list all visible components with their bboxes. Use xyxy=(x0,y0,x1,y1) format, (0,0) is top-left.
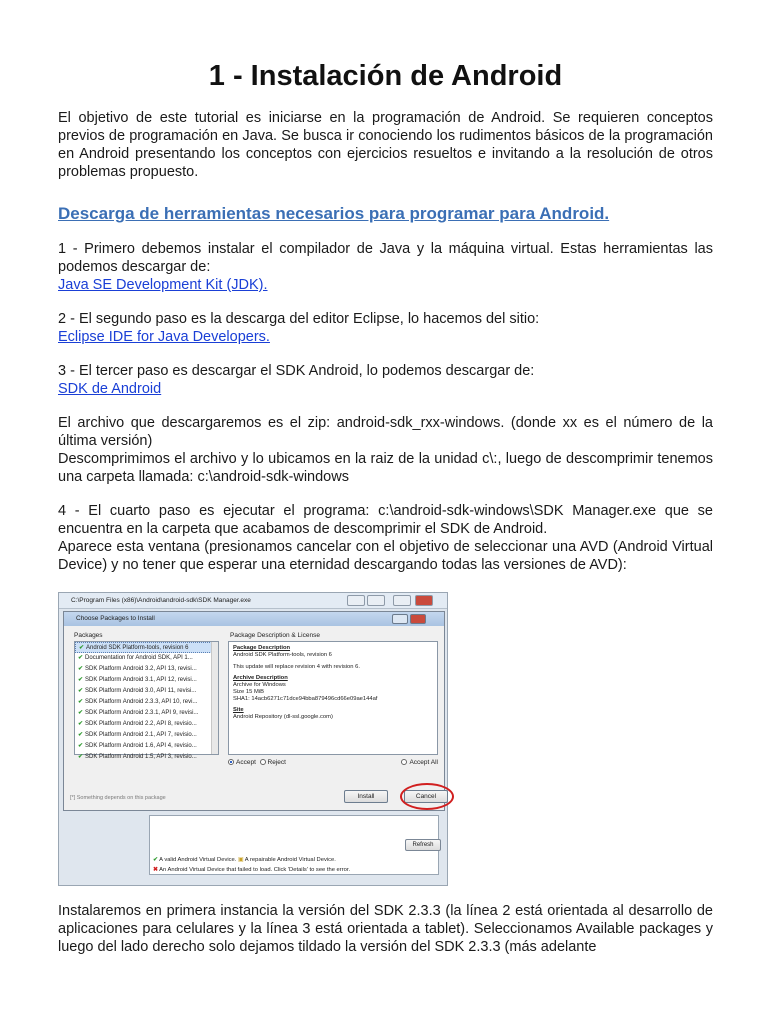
choose-packages-dialog xyxy=(63,611,445,811)
packages-list xyxy=(74,641,219,760)
accept-radio xyxy=(228,759,234,765)
zip-paragraph-1: El archivo que descargaremos es el zip: android-sdk_rxx-windows. (donde xx es el número de la última versión) xyxy=(58,415,713,449)
license-options xyxy=(228,759,438,766)
legend-valid: A valid Android Virtual Device. xyxy=(159,857,237,863)
valid-check-icon: ✔ xyxy=(153,857,158,863)
desc-line: This update will replace revision 4 with revision 6. xyxy=(233,664,360,670)
check-icon: ✔ xyxy=(79,645,85,651)
check-icon: ✔ xyxy=(78,721,84,727)
step-1 xyxy=(58,240,713,294)
legend-repairable: A repairable Android Virtual Device. xyxy=(244,857,336,863)
package-item: ✔ Android SDK Platform-tools, revision 6 xyxy=(75,642,218,653)
zip-paragraph-2: Descomprimimos el archivo y lo ubicamos en la raiz de la unidad c\:, luego de descomprimir tenemos una carpeta llamada: c:\android-sdk-windows xyxy=(58,451,713,485)
repair-icon: ▣ xyxy=(238,857,244,863)
dialog-minimize-icon xyxy=(392,614,408,624)
desc-line: SHA1: 14acb6271c71dce94bba879496cd66e09ae144af xyxy=(233,696,378,702)
cancel-highlight-circle xyxy=(400,783,454,810)
check-icon: ✔ xyxy=(78,743,84,749)
step-4-text: 4 - El cuarto paso es ejecutar el programa: c:\android-sdk-windows\SDK Manager.exe que se encuentra en la carpeta que acabamos de descomprimir el SDK de Android. xyxy=(58,503,713,537)
after-paragraph: Instalaremos en primera instancia la versión del SDK 2.3.3 (la línea 2 está orientada al desarrollo de aplicaciones para celulares y la línea 3 está orientada a tablet). Seleccionamos Available packages y luego del lado derecho solo dejamos tildado la versión del SDK 2.3.3 (más adelante xyxy=(58,903,713,955)
description-label: Package Description & License xyxy=(230,632,320,639)
desc-line: Android Repository (dl-ssl.google.com) xyxy=(233,714,333,720)
outer-window-title: C:\Program Files (x86)\Android\android-sdk\SDK Manager.exe xyxy=(71,597,251,604)
desc-heading: Site xyxy=(233,707,244,713)
check-icon: ✔ xyxy=(78,699,84,705)
sdk-link[interactable]: SDK de Android xyxy=(58,381,162,397)
dialog-close-icon xyxy=(410,614,426,624)
reject-label: Reject xyxy=(267,759,286,766)
reject-radio xyxy=(260,759,266,765)
failed-x-icon: ✖ xyxy=(153,867,158,873)
install-button: Install xyxy=(344,790,388,803)
section-heading: Descarga de herramientas necesarios para programar para Android. xyxy=(58,204,610,223)
jdk-link[interactable]: Java SE Development Kit (JDK). xyxy=(58,277,268,293)
step-3 xyxy=(58,362,713,398)
package-item: ✔ SDK Platform Android 2.3.3, API 10, revi... xyxy=(78,699,198,705)
cancel-button: Cancel xyxy=(404,790,448,803)
desc-line: Size 15 MiB xyxy=(233,689,264,695)
zip-block xyxy=(58,414,713,486)
package-item: ✔ SDK Platform Android 3.0, API 11, revisi... xyxy=(78,688,197,694)
check-icon: ✔ xyxy=(78,710,84,716)
step-3-text: 3 - El tercer paso es descargar el SDK Android, lo podemos descargar de: xyxy=(58,363,535,379)
dependency-footnote: [*] Something depends on this package xyxy=(70,795,166,801)
close-icon xyxy=(415,595,433,606)
package-item: ✔ SDK Platform Android 2.1, API 7, revisio... xyxy=(78,732,197,738)
check-icon: ✔ xyxy=(78,655,84,661)
outer-window-titlebar xyxy=(59,593,447,609)
step-2-text: 2 - El segundo paso es la descarga del editor Eclipse, lo hacemos del sitio: xyxy=(58,311,540,327)
description-box xyxy=(228,641,438,755)
accept-all-label: Accept All xyxy=(409,759,438,766)
eclipse-link[interactable]: Eclipse IDE for Java Developers. xyxy=(58,329,270,345)
check-icon: ✔ xyxy=(78,688,84,694)
after-screenshot-block xyxy=(58,902,713,956)
minimize-icon xyxy=(347,595,365,606)
packages-label: Packages xyxy=(74,632,103,639)
package-item: ✔ SDK Platform Android 3.1, API 12, revisi... xyxy=(78,677,197,683)
package-item: ✔ SDK Platform Android 3.2, API 13, revisi... xyxy=(78,666,197,672)
step-4-note: Aparece esta ventana (presionamos cancelar con el objetivo de seleccionar una AVD (Android Virtual Device) y no tener que esperar una eternidad descargando todas las versiones de AVD): xyxy=(58,539,713,573)
desc-line: Android SDK Platform-tools, revision 6 xyxy=(233,652,332,658)
step-4 xyxy=(58,502,713,574)
step-2 xyxy=(58,310,713,346)
avd-legend xyxy=(153,855,350,875)
desc-heading: Package Description xyxy=(233,645,291,651)
accept-label: Accept xyxy=(236,759,256,766)
accept-all-radio xyxy=(401,759,407,765)
dialog-title: Choose Packages to Install xyxy=(76,615,155,622)
check-icon: ✔ xyxy=(78,732,84,738)
desc-line: Archive for Windows xyxy=(233,682,286,688)
refresh-button: Refresh xyxy=(405,839,441,851)
package-item: ✔ SDK Platform Android 2.3.1, API 9, revisi... xyxy=(78,710,199,716)
check-icon: ✔ xyxy=(78,666,84,672)
legend-failed: An Android Virtual Device that failed to load. Click 'Details' to see the error. xyxy=(159,867,351,873)
document-page xyxy=(58,0,713,590)
restore-icon xyxy=(393,595,411,606)
package-item: ✔ SDK Platform Android 1.6, API 4, revisio... xyxy=(78,743,197,749)
step-1-text: 1 - Primero debemos instalar el compilador de Java y la máquina virtual. Estas herramientas las podemos descargar de: xyxy=(58,241,713,275)
package-item: ✔ SDK Platform Android 1.5, API 3, revisio... xyxy=(78,754,197,760)
check-icon: ✔ xyxy=(78,754,84,760)
check-icon: ✔ xyxy=(78,677,84,683)
desc-heading: Archive Description xyxy=(233,675,288,681)
maximize-icon xyxy=(367,595,385,606)
packages-scrollbar xyxy=(211,642,218,754)
package-item: ✔ SDK Platform Android 2.2, API 8, revisio... xyxy=(78,721,197,727)
intro-paragraph: El objetivo de este tutorial es iniciarse en la programación de Android. Se requieren conceptos previos de programación en Java. Se busca ir conociendo los rudimentos básicos de la programación en Android presentando los conceptos con ejercicios resueltos e invitando a la resolución de otros problemas propuesto. xyxy=(58,110,713,180)
package-item: ✔ Documentation for Android SDK, API 1... xyxy=(78,655,193,661)
page-title: 1 - Instalación de Android xyxy=(208,60,563,92)
sdk-manager-screenshot xyxy=(58,592,448,886)
dialog-titlebar xyxy=(64,612,444,626)
